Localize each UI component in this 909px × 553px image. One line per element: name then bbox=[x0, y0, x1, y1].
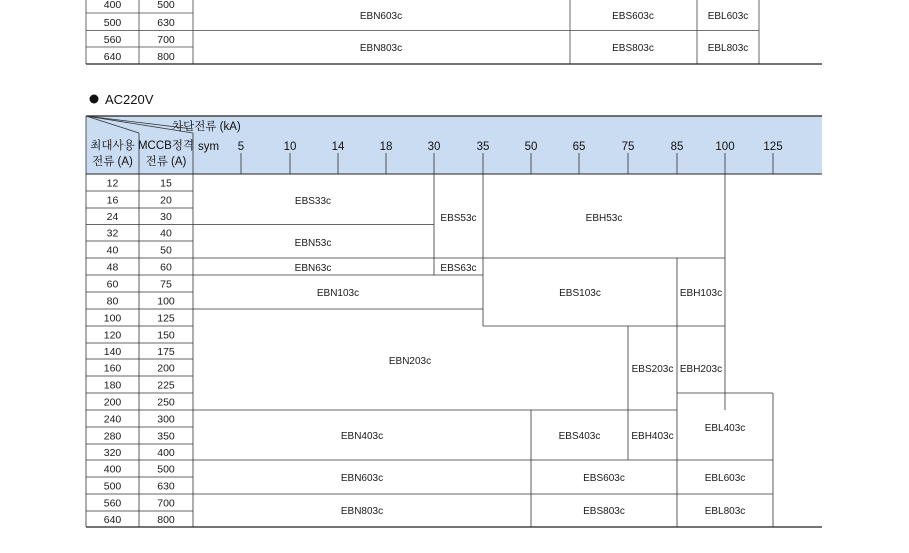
product-ebs63c: EBS63c bbox=[440, 263, 477, 274]
max-current-header-line2: 전류 (A) bbox=[92, 156, 133, 168]
sym-label: sym bbox=[198, 141, 220, 153]
row-rated-current: 125 bbox=[157, 312, 175, 325]
ka-label: 18 bbox=[379, 141, 393, 153]
top-row-3-max: 560 bbox=[103, 34, 122, 46]
top-product-ebs803c: EBS803c bbox=[612, 43, 654, 54]
product-ebh103c: EBH103c bbox=[679, 288, 723, 299]
bullet-icon bbox=[90, 95, 99, 104]
product-ebs103c: EBS103c bbox=[559, 288, 601, 299]
row-rated-current: 225 bbox=[157, 379, 175, 392]
top-table bbox=[86, 0, 822, 64]
ka-label: 10 bbox=[283, 141, 297, 153]
top-row-4-max: 640 bbox=[103, 51, 122, 63]
ka-label: 30 bbox=[427, 141, 441, 153]
row-max-current: 100 bbox=[103, 312, 122, 325]
breaking-current-header: 차단전류 (kA) bbox=[172, 121, 241, 133]
row-max-current: 12 bbox=[106, 177, 119, 190]
row-max-current: 320 bbox=[103, 447, 122, 459]
ka-label: 100 bbox=[715, 141, 735, 153]
row-max-current: 16 bbox=[106, 194, 119, 207]
product-ebn53c: EBN53c bbox=[294, 238, 332, 249]
row-rated-current: 350 bbox=[157, 430, 175, 443]
product-ebs33c: EBS33c bbox=[294, 196, 332, 207]
row-rated-current: 15 bbox=[160, 177, 172, 190]
product-ebn803c: EBN803c bbox=[340, 506, 384, 517]
product-ebn403c: EBN403c bbox=[340, 431, 384, 442]
row-rated-current: 150 bbox=[157, 329, 175, 342]
top-row-1-rated: 500 bbox=[157, 0, 175, 11]
product-ebn103c: EBN103c bbox=[316, 288, 360, 299]
row-max-current: 560 bbox=[103, 497, 122, 510]
ka-label: 5 bbox=[237, 141, 245, 153]
product-ebh53c: EBH53c bbox=[585, 213, 623, 224]
top-row-2-max: 500 bbox=[103, 17, 122, 29]
product-ebs603c: EBS603c bbox=[583, 473, 625, 484]
row-max-current: 400 bbox=[103, 463, 122, 476]
product-ebl403c: EBL403c bbox=[704, 423, 746, 434]
row-rated-current: 75 bbox=[160, 278, 172, 291]
section-title: AC220V bbox=[105, 92, 154, 107]
product-labels bbox=[295, 196, 746, 517]
product-ebs53c: EBS53c bbox=[440, 213, 477, 224]
top-row-2-rated: 630 bbox=[157, 17, 175, 29]
product-ebs403c: EBS403c bbox=[558, 431, 601, 442]
top-table-values bbox=[104, 0, 749, 63]
row-rated-current: 60 bbox=[160, 261, 172, 274]
ka-label: 35 bbox=[476, 141, 490, 153]
top-product-ebn603c: EBN603c bbox=[359, 11, 403, 22]
top-row-4-rated: 800 bbox=[157, 51, 175, 63]
row-max-current: 500 bbox=[103, 480, 122, 493]
row-max-current: 200 bbox=[103, 396, 122, 409]
row-rated-current: 30 bbox=[160, 211, 172, 223]
ka-label: 75 bbox=[621, 141, 635, 153]
row-max-current: 280 bbox=[103, 430, 122, 443]
row-max-current: 180 bbox=[103, 379, 122, 392]
row-rated-current: 200 bbox=[157, 362, 175, 375]
row-max-current: 140 bbox=[103, 346, 122, 358]
row-max-current: 80 bbox=[106, 295, 119, 308]
top-product-ebs603c: EBS603c bbox=[612, 11, 654, 22]
top-product-ebl603c: EBL603c bbox=[707, 11, 749, 22]
row-max-current: 240 bbox=[103, 413, 122, 426]
top-row-3-rated: 700 bbox=[157, 34, 175, 46]
row-rated-current: 700 bbox=[157, 497, 175, 510]
ka-label: 125 bbox=[763, 141, 783, 153]
product-ebl603c: EBL603c bbox=[704, 473, 746, 484]
max-current-header-line1: 최대사용 bbox=[90, 140, 135, 152]
row-max-current: 32 bbox=[106, 227, 119, 240]
top-row-1-max: 400 bbox=[103, 0, 122, 11]
row-rated-current: 300 bbox=[157, 413, 175, 426]
mccb-header-line2: 전류 (A) bbox=[145, 156, 187, 168]
row-max-current: 120 bbox=[103, 329, 122, 342]
top-product-ebl803c: EBL803c bbox=[707, 43, 749, 54]
mccb-header-line1: MCCB정격 bbox=[137, 140, 195, 152]
product-ebl803c: EBL803c bbox=[704, 506, 746, 517]
row-max-current: 24 bbox=[106, 211, 119, 223]
row-max-current: 640 bbox=[103, 514, 122, 526]
product-ebn203c: EBN203c bbox=[388, 356, 432, 367]
row-rated-current: 400 bbox=[157, 447, 175, 459]
row-rated-current: 50 bbox=[160, 244, 172, 257]
ka-label: 14 bbox=[331, 141, 345, 153]
row-max-current: 60 bbox=[106, 278, 119, 291]
product-ebh403c: EBH403c bbox=[631, 431, 674, 442]
product-ebs203c: EBS203c bbox=[631, 364, 674, 375]
top-product-ebn803c: EBN803c bbox=[359, 43, 403, 54]
row-rated-current: 630 bbox=[157, 480, 175, 493]
row-max-current: 48 bbox=[106, 261, 119, 274]
product-ebn603c: EBN603c bbox=[340, 473, 384, 484]
row-rated-current: 20 bbox=[160, 194, 172, 207]
ka-label: 50 bbox=[524, 141, 538, 153]
ka-label: 85 bbox=[670, 141, 684, 153]
row-rated-current: 175 bbox=[157, 346, 175, 358]
row-rated-current: 40 bbox=[160, 227, 172, 240]
row-max-current: 160 bbox=[103, 362, 122, 375]
product-ebn63c: EBN63c bbox=[294, 263, 332, 274]
row-rated-current: 250 bbox=[157, 396, 175, 409]
product-ebs803c: EBS803c bbox=[583, 506, 625, 517]
row-rated-current: 100 bbox=[157, 295, 175, 308]
row-max-current: 40 bbox=[106, 244, 119, 257]
product-ebh203c: EBH203c bbox=[679, 364, 723, 375]
row-rated-current: 800 bbox=[157, 514, 175, 526]
ka-label: 65 bbox=[572, 141, 586, 153]
row-rated-current: 500 bbox=[157, 463, 175, 476]
